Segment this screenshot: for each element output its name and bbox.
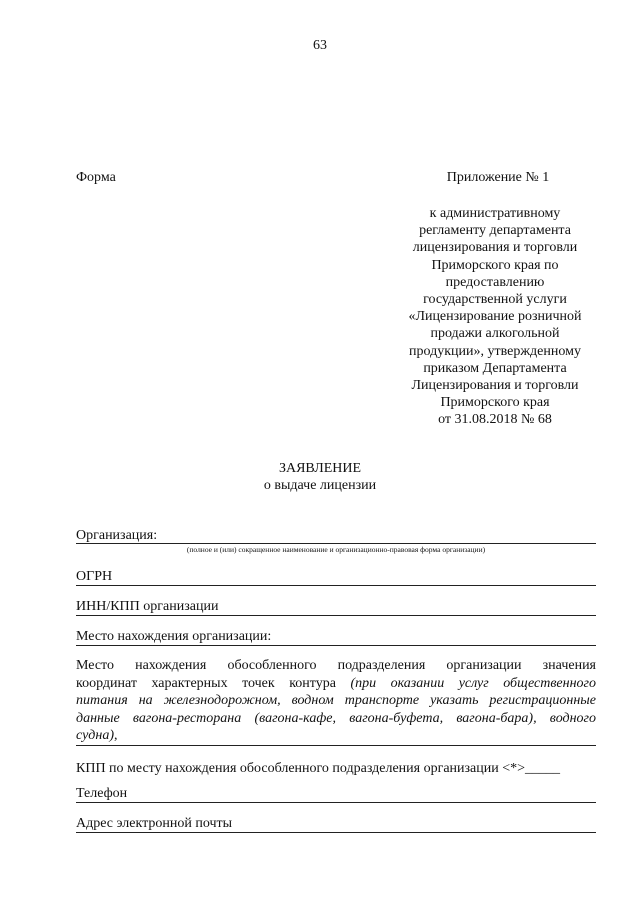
branch-location-line [76,727,596,745]
branch-location-comma: , [113,728,118,743]
phone-label: Телефон [76,786,128,801]
branch-location-line [76,675,596,693]
appendix-line: «Лицензирование розничной [408,309,582,325]
form-label: Форма [76,170,116,185]
branch-kpp-blank[interactable]: _____ [525,761,561,776]
branch-location-line: Место нахождения обособленного подразделения организации значения [76,658,596,673]
branch-location-note: данные вагона-ресторана (вагона-кафе, вагона-буфета, вагона-бара), водного [76,710,596,726]
inn-kpp-field-line[interactable] [76,615,596,616]
appendix-line: предоставлению [445,274,545,290]
appendix-line: Приморского края [440,395,550,411]
branch-location-field-line[interactable] [76,745,596,746]
location-label: Место нахождения организации: [76,629,272,644]
branch-kpp-label: КПП по месту нахождения обособленного подразделения организации <*> [76,761,526,776]
branch-location-note: судна) [76,728,114,743]
appendix-line: государственной услуги [423,292,567,308]
phone-field-line[interactable] [76,802,596,803]
document-heading [0,460,640,494]
appendix-line: от 31.08.2018 № 68 [438,412,552,428]
branch-location-line [76,692,596,710]
organization-caption: (полное и (или) сокращенное наименование и организационно-правовая форма организации) [186,545,486,554]
branch-location-note: питания на железнодорожном, водном транспорте указать регистрационные [76,693,596,708]
appendix-line: продажи алкогольной [430,326,560,342]
appendix-line: Лицензирования и торговли [411,378,579,394]
ogrn-label: ОГРН [76,569,113,584]
appendix-line: регламенту департамента [419,223,571,239]
branch-location-paragraph [76,657,596,745]
appendix-title: Приложение № 1 [446,170,550,185]
inn-kpp-label: ИНН/КПП организации [76,599,219,614]
document-title: ЗАЯВЛЕНИЕ [278,461,362,476]
page-number: 63 [313,38,327,53]
branch-location-line [76,710,596,728]
email-field-line[interactable] [76,832,596,833]
email-label: Адрес электронной почты [76,816,233,831]
organization-field-line[interactable] [76,543,596,544]
appendix-line: Приморского края по [431,257,559,273]
branch-location-note: (при оказании услуг общественного [350,675,596,691]
document-subtitle: о выдаче лицензии [263,478,377,493]
branch-location-text: координат характерных точек контура [76,675,351,691]
branch-kpp-row [76,760,596,777]
appendix-line: продукции», утвержденному [409,343,581,359]
ogrn-field-line[interactable] [76,585,596,586]
organization-label: Организация: [76,528,158,543]
appendix-line: к административному [429,206,561,221]
location-field-line[interactable] [76,645,596,646]
appendix-line: лицензирования и торговли [412,240,578,256]
appendix-line: приказом Департамента [423,360,567,376]
appendix-reference [390,205,600,429]
